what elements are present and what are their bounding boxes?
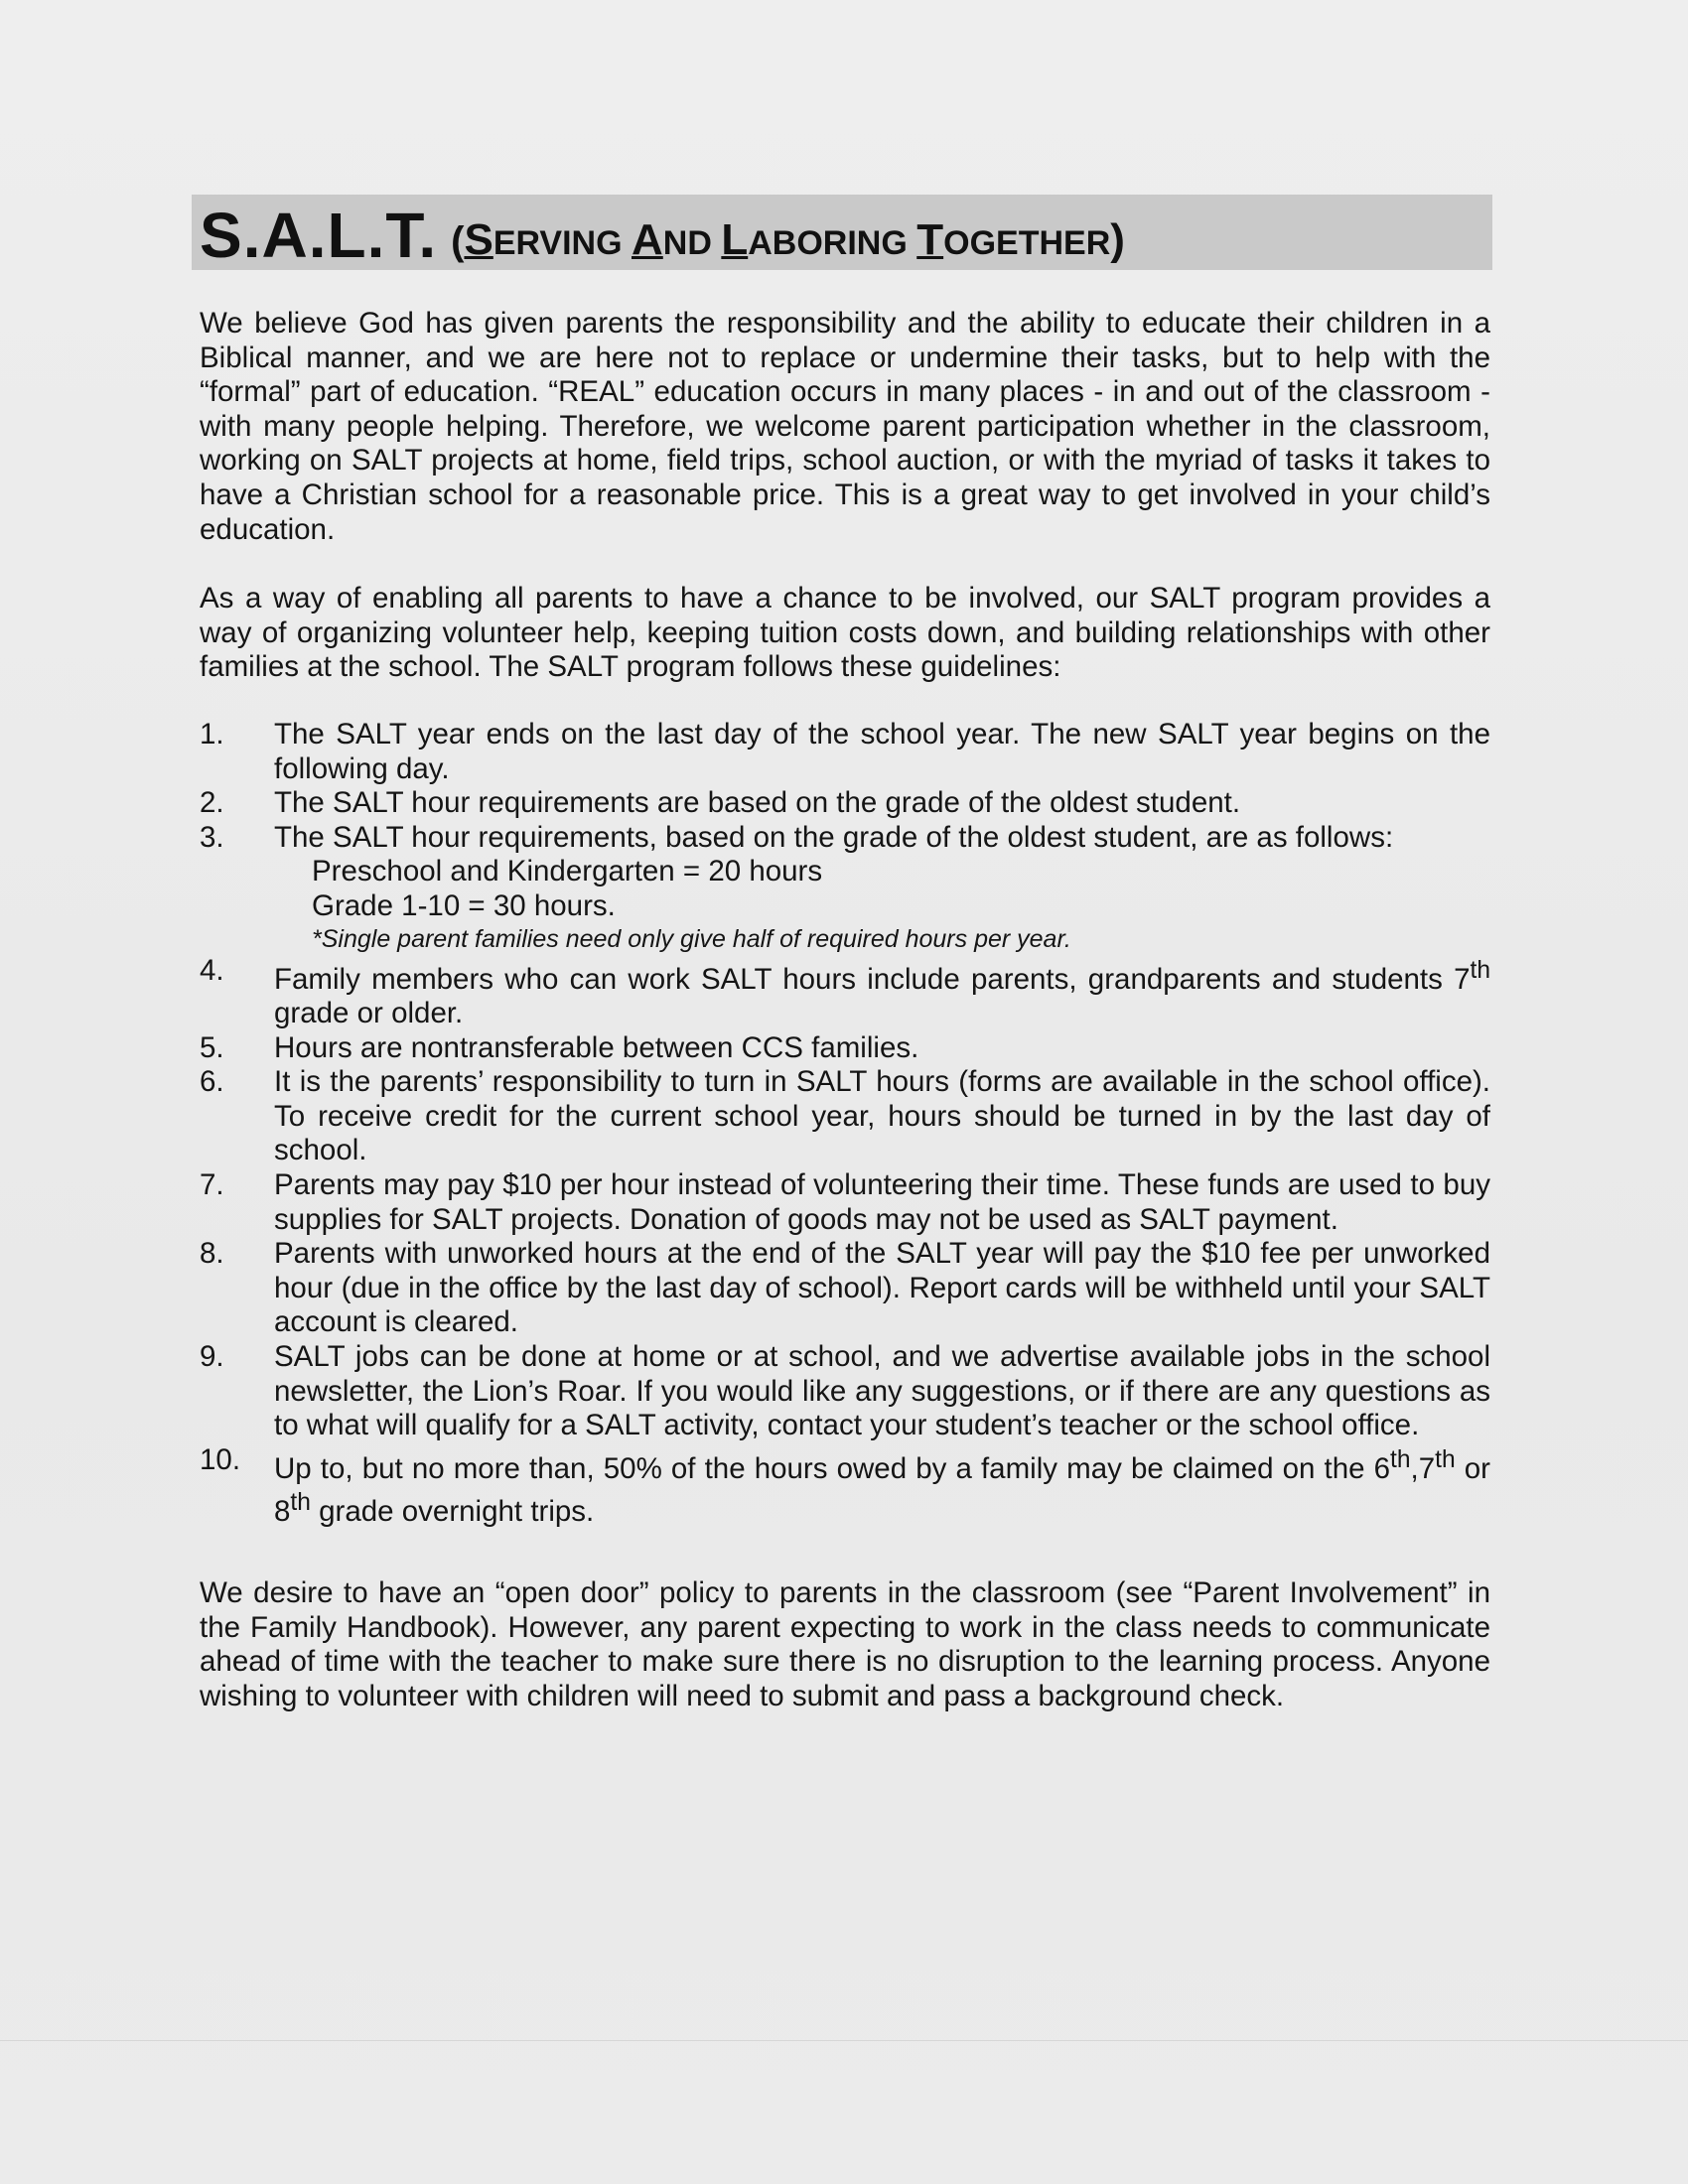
intro-paragraph: We believe God has given parents the responsibility and the ability to educate their children in a Biblical manner, and we are here not to replace or undermine their tasks, but to help with the “formal” part of education. “REAL” education occurs in many places - in and out of the classroom - with many people helping. Therefore, we welcome parent participation whether in the classroom, working on SALT projects at home, field trips, school auction, or with the myriad of tasks it takes to have a Christian school for a reasonable price. This is a great way to get involved in your child’s education. xyxy=(200,307,1490,546)
guideline-text: Family members who can work SALT hours include parents, grandparents and students 7 xyxy=(274,962,1471,996)
guideline-item xyxy=(200,1065,1490,1168)
subtitle-close-paren: ) xyxy=(1110,215,1125,264)
guideline-item xyxy=(200,821,1490,954)
guideline-text-cont: or 8 xyxy=(274,1451,1490,1528)
ordinal-suffix: th xyxy=(1435,1445,1456,1473)
guideline-item xyxy=(200,1340,1490,1443)
subtitle-word-and: ND xyxy=(662,224,722,262)
guideline-number: 1. xyxy=(200,718,224,751)
guideline-number: 8. xyxy=(200,1237,224,1271)
guideline-text: SALT jobs can be done at home or at school, and we advertise available jobs in the school newsletter, the Lion’s Roar. If you would like any suggestions, or if there are any questions as to what will qualify for a SALT activity, contact your student’s teacher or the school office. xyxy=(274,1339,1490,1442)
guideline-number: 5. xyxy=(200,1030,224,1064)
page-title: S.A.L.T. xyxy=(200,200,438,271)
guideline-number: 6. xyxy=(200,1065,224,1099)
title-banner xyxy=(192,195,1492,270)
ordinal-suffix: th xyxy=(1470,956,1490,984)
guidelines-list xyxy=(200,718,1490,1530)
guideline-text: Parents with unworked hours at the end of the SALT year will pay the $10 fee per unworked hour (due in the office by the last day of school). Report cards will be withheld until your SALT account is cleared. xyxy=(274,1237,1490,1339)
guideline-number: 3. xyxy=(200,820,224,854)
subtitle-initial-s: S xyxy=(464,215,493,264)
scan-fold-line xyxy=(0,2040,1688,2041)
subtitle-word-laboring: ABORING xyxy=(748,224,917,262)
guideline-number: 7. xyxy=(200,1167,224,1201)
guideline-text: Up to, but no more than, 50% of the hours owed by a family may be claimed on the 6 xyxy=(274,1451,1391,1485)
program-paragraph: As a way of enabling all parents to have a chance to be involved, our SALT program provides a way of organizing volunteer help, keeping tuition costs down, and building relationships with other families at the school. The SALT program follows these guidelines: xyxy=(200,582,1490,684)
guideline-item xyxy=(200,718,1490,786)
guideline-text: Hours are nontransferable between CCS families. xyxy=(274,1030,919,1064)
guideline-number: 2. xyxy=(200,786,224,820)
subtitle-initial-t: T xyxy=(916,215,944,264)
requirement-grades: Grade 1-10 = 30 hours. xyxy=(312,888,616,922)
guideline-item xyxy=(200,786,1490,821)
requirement-preschool: Preschool and Kindergarten = 20 hours xyxy=(312,855,823,888)
single-parent-note: *Single parent families need only give half of required hours per year. xyxy=(312,924,1071,953)
guideline-text: It is the parents’ responsibility to turn in SALT hours (forms are available in the school office). To receive credit for the current school year, hours should be turned in by the last day of school. xyxy=(274,1065,1490,1167)
subtitle-open-paren: ( xyxy=(451,219,465,263)
guideline-text-cont: grade overnight trips. xyxy=(310,1494,595,1528)
guideline-text: Parents may pay $10 per hour instead of volunteering their time. These funds are used to buy supplies for SALT projects. Donation of goods may not be used as SALT payment. xyxy=(274,1167,1490,1236)
guideline-item xyxy=(200,954,1490,1031)
guideline-number: 10. xyxy=(200,1442,241,1476)
guideline-text: The SALT hour requirements are based on the grade of the oldest student. xyxy=(274,786,1241,820)
ordinal-suffix: th xyxy=(1390,1445,1411,1473)
guideline-item xyxy=(200,1443,1490,1530)
guideline-text-cont: grade or older. xyxy=(274,996,464,1029)
subtitle-word-together: OGETHER xyxy=(943,224,1111,262)
page-subtitle xyxy=(451,213,1125,270)
closing-paragraph: We desire to have an “open door” policy to parents in the classroom (see “Parent Involvement” in the Family Handbook). However, any parent expecting to work in the class needs to communicate ahead of time with the teacher to make sure there is no disruption to the learning process. Anyone wishing to volunteer with children will need to submit and pass a background check. xyxy=(200,1576,1490,1712)
ordinal-suffix: th xyxy=(290,1489,311,1517)
subtitle-initial-a: A xyxy=(632,215,663,264)
guideline-item xyxy=(200,1168,1490,1237)
subtitle-word-serving: ERVING xyxy=(492,224,632,262)
subtitle-initial-l: L xyxy=(721,215,749,264)
guideline-item xyxy=(200,1237,1490,1340)
guideline-number: 4. xyxy=(200,953,224,987)
guideline-text: The SALT year ends on the last day of the school year. The new SALT year begins on the following day. xyxy=(274,718,1490,785)
guideline-number: 9. xyxy=(200,1339,224,1373)
guideline-text-cont: ,7 xyxy=(1410,1451,1436,1485)
guideline-text: The SALT hour requirements, based on the grade of the oldest student, are as follows: xyxy=(274,820,1394,854)
guideline-item xyxy=(200,1031,1490,1066)
